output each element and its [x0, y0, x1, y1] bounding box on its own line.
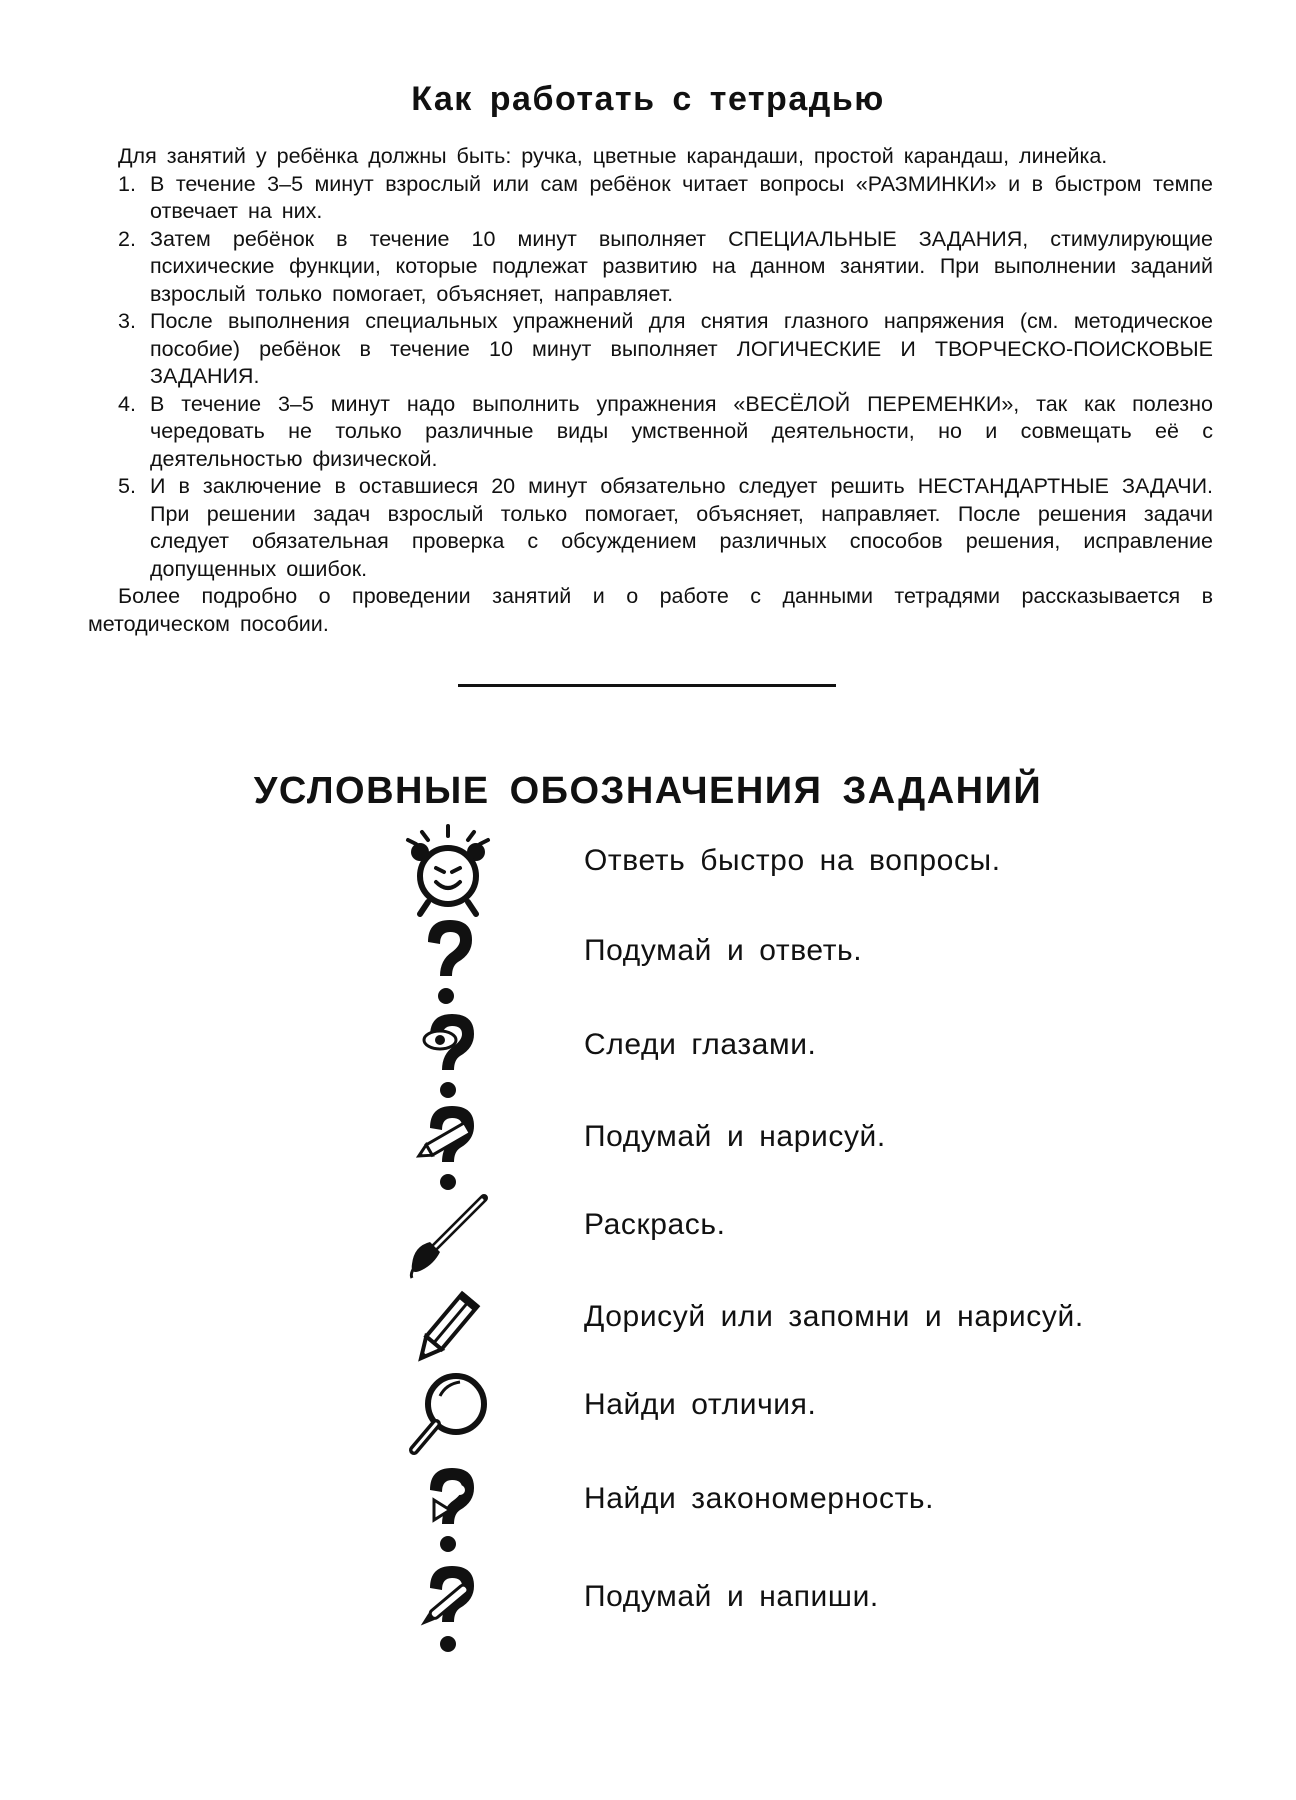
- legend-item-label: Ответь быстро на вопросы.: [584, 844, 1001, 877]
- legend-item-label: Следи глазами.: [584, 1028, 817, 1061]
- step-number: 3.: [118, 309, 136, 333]
- step-number: 1.: [118, 171, 136, 196]
- legend-item: [400, 1278, 1180, 1358]
- step-item: [88, 391, 1213, 474]
- alarm-clock-icon: [400, 822, 496, 918]
- legend-item: [400, 822, 1180, 902]
- section-divider: [458, 684, 836, 687]
- step-number: 2.: [118, 226, 136, 251]
- step-text: В течение 3–5 минут взрослый или сам ребёнок читает вопросы «РАЗМИНКИ» и в быстром темпе отвечает на них.: [150, 171, 1213, 223]
- question-mark-icon: [400, 912, 496, 1008]
- page-title: Как работать с тетрадью: [411, 80, 885, 118]
- question-pattern-icon: [400, 1460, 496, 1556]
- step-number: 4.: [118, 391, 136, 416]
- legend-item-label: Раскрась.: [584, 1208, 726, 1241]
- pencil-icon: [400, 1278, 496, 1374]
- step-number: 5.: [118, 474, 136, 498]
- instructions-block: [88, 143, 1213, 638]
- step-text: И в заключение в оставшиеся 20 минут обязательно следует решить НЕСТАНДАРТНЫЕ ЗАДАЧИ. При решении задач взрослый только помогает, объясняет, направляет. После решения задачи следует обязательная проверка с обсуждением различных способов решения, исправление допущенных ошибок.: [150, 474, 1213, 581]
- step-item: [88, 226, 1213, 309]
- legend-item: [400, 912, 1180, 992]
- step-text: В течение 3–5 минут надо выполнить упражнения «ВЕСЁЛОЙ ПЕРЕМЕНКИ», так как полезно чередовать не только различные виды умственной деятельности, но и совмещать её с деятельностью физической.: [150, 391, 1213, 471]
- legend-item: [400, 1366, 1180, 1446]
- legend-item: [400, 1186, 1180, 1266]
- question-pencil-icon: [400, 1098, 496, 1194]
- legend-item-label: Подумай и ответь.: [584, 934, 863, 967]
- step-item: [88, 308, 1213, 391]
- question-pen-icon: [400, 1558, 496, 1654]
- step-item: [88, 171, 1213, 226]
- legend-item-label: Найди отличия.: [584, 1388, 817, 1421]
- question-eye-icon: [400, 1006, 496, 1102]
- legend-item: [400, 1558, 1180, 1638]
- legend-item-label: Подумай и нарисуй.: [584, 1120, 886, 1153]
- outro-paragraph: Более подробно о проведении занятий и о работе с данными тетрадями рассказывается в методическом пособии.: [88, 584, 1213, 636]
- step-text: Затем ребёнок в течение 10 минут выполняет СПЕЦИАЛЬНЫЕ ЗАДАНИЯ, стимулирующие психические функции, которые подлежат развитию на данном занятии. При выполнении заданий взрослый только помогает, объясняет, направляет.: [150, 226, 1213, 306]
- step-text: После выполнения специальных упражнений для снятия глазного напряжения (см. методическое пособие) ребёнок в течение 10 минут выполняет ЛОГИЧЕСКИЕ И ТВОРЧЕСКО-ПОИСКОВЫЕ ЗАДАНИЯ.: [150, 309, 1213, 388]
- steps-list: [88, 171, 1213, 584]
- legend-item: [400, 1460, 1180, 1540]
- paintbrush-icon: [400, 1186, 496, 1282]
- legend-item: [400, 1098, 1180, 1178]
- step-item: [88, 473, 1213, 583]
- legend-title: УСЛОВНЫЕ ОБОЗНАЧЕНИЯ ЗАДАНИЙ: [253, 770, 1043, 812]
- intro-paragraph: Для занятий у ребёнка должны быть: ручка, цветные карандаши, простой карандаш, линейка.: [118, 144, 1108, 168]
- magnifier-icon: [400, 1366, 496, 1462]
- legend-item-label: Подумай и напиши.: [584, 1580, 879, 1613]
- legend-item: [400, 1006, 1180, 1086]
- legend-item-label: Найди закономерность.: [584, 1482, 935, 1515]
- legend-item-label: Дорисуй или запомни и нарисуй.: [584, 1300, 1084, 1333]
